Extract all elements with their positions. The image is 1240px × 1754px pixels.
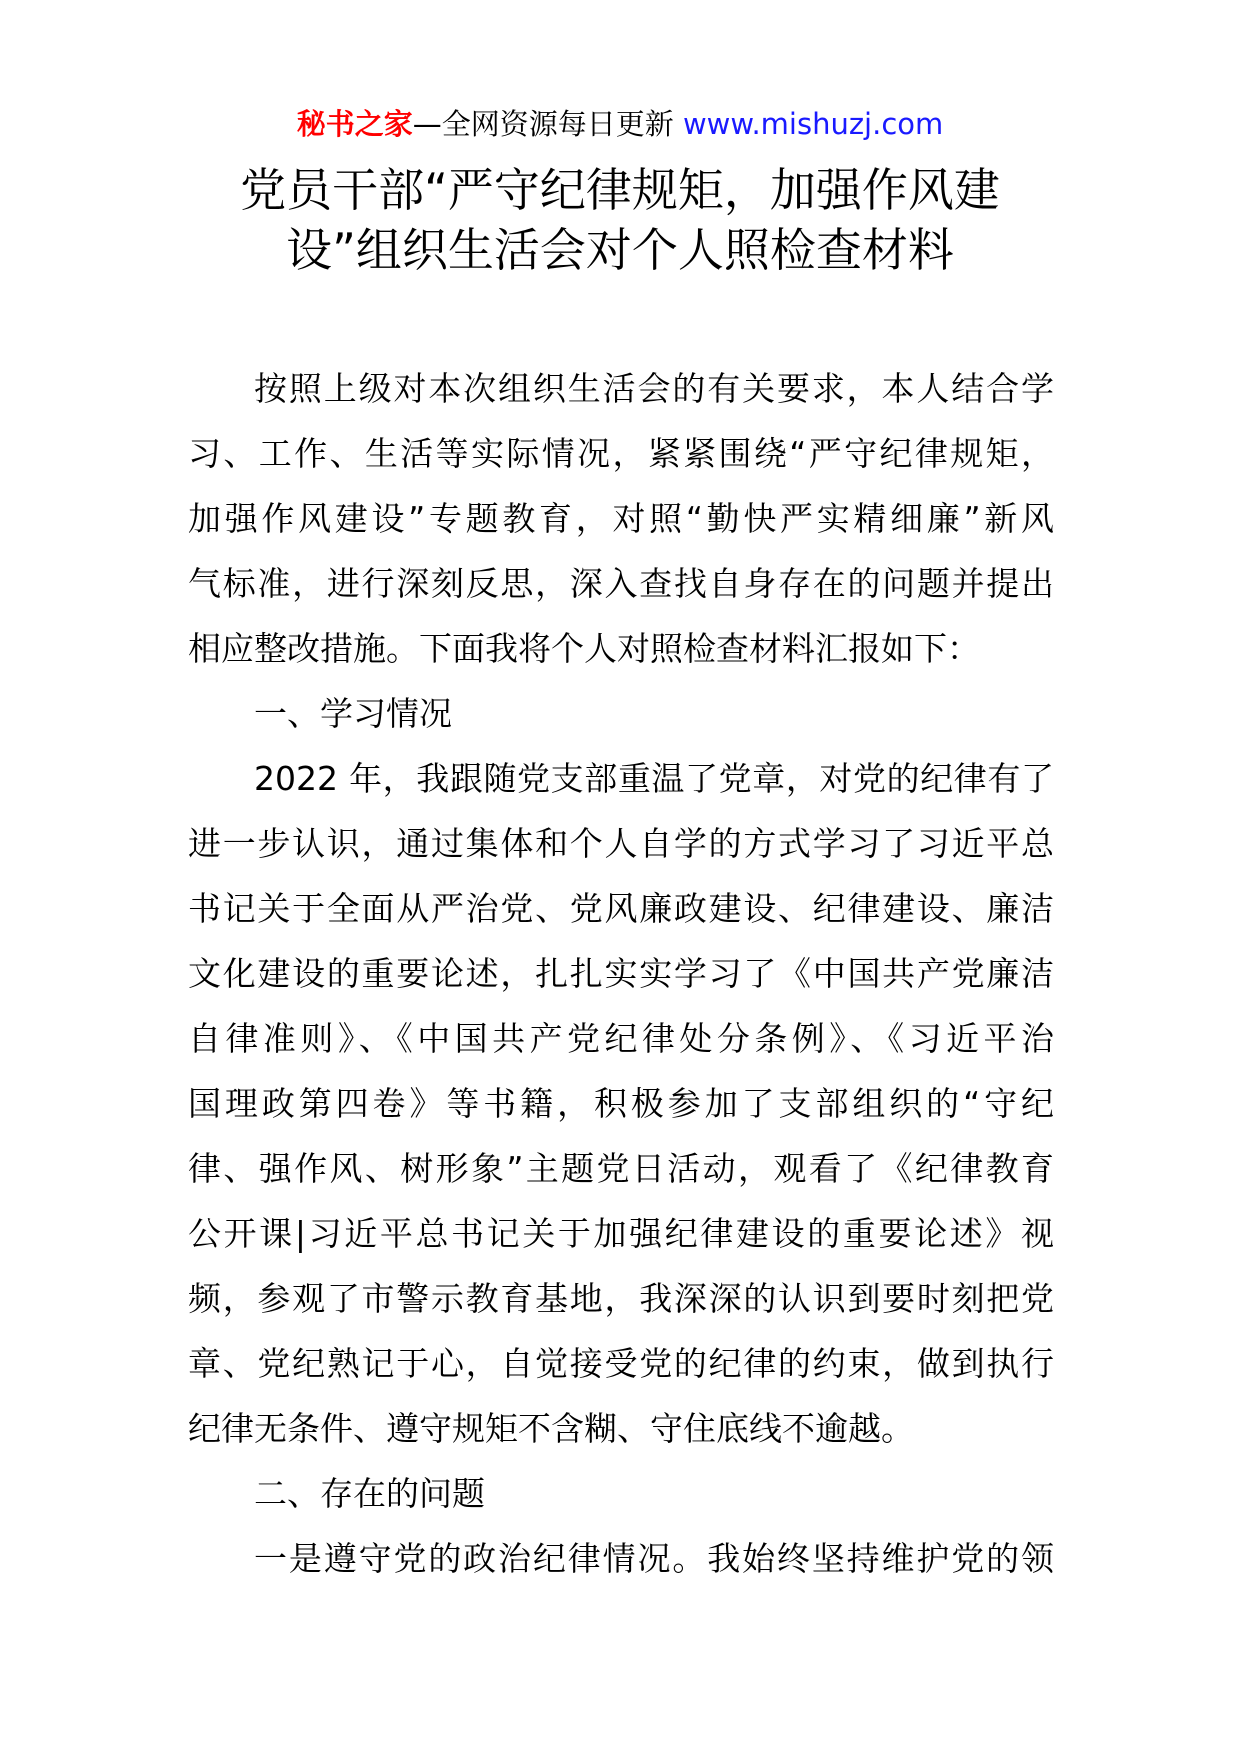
site-tagline: —全网资源每日更新: [412, 107, 683, 141]
paragraph-line: 书记关于全面从严治党、党风廉政建设、纪律建设、廉洁: [188, 889, 1054, 928]
document-title: [150, 160, 1090, 280]
paragraph-line: 文化建设的重要论述，扎扎实实学习了《中国共产党廉洁: [188, 954, 1054, 993]
paragraph-line: 加强作风建设”专题教育，对照“勤快严实精细廉”新风: [188, 499, 1054, 538]
site-url-link[interactable]: www.mishuzj.com: [682, 107, 944, 141]
study-paragraph: [188, 746, 1054, 1461]
paragraph-line: 公开课|习近平总书记关于加强纪律建设的重要论述》视: [188, 1214, 1054, 1253]
section-heading-problems: 二、存在的问题: [254, 1474, 485, 1513]
intro-paragraph: [188, 356, 1054, 681]
paragraph-line: 章、党纪熟记于心，自觉接受党的纪律的约束，做到执行: [188, 1344, 1054, 1383]
paragraph-line: 2022 年，我跟随党支部重温了党章，对党的纪律有了: [254, 759, 1054, 798]
paragraph-line: 一是遵守党的政治纪律情况。我始终坚持维护党的领: [254, 1539, 1054, 1578]
paragraph-line: 按照上级对本次组织生活会的有关要求，本人结合学: [254, 369, 1054, 408]
paragraph-line: 相应整改措施。下面我将个人对照检查材料汇报如下：: [188, 629, 980, 668]
title-line: 党员干部“严守纪律规矩，加强作风建: [240, 163, 1000, 217]
paragraph-line: 纪律无条件、遵守规矩不含糊、守住底线不逾越。: [188, 1409, 914, 1448]
paragraph-line: 国理政第四卷》等书籍，积极参加了支部组织的“守纪: [188, 1084, 1054, 1123]
paragraph-line: 频，参观了市警示教育基地，我深深的认识到要时刻把党: [188, 1279, 1054, 1318]
site-brand: 秘书之家: [296, 107, 413, 141]
document-body: [188, 356, 1054, 1591]
title-line: 设”组织生活会对个人照检查材料: [286, 223, 954, 277]
paragraph-line: 律、强作风、树形象”主题党日活动，观看了《纪律教育: [188, 1149, 1054, 1188]
problems-paragraph: [188, 1526, 1054, 1591]
paragraph-line: 自律准则》、《中国共产党纪律处分条例》、《习近平治: [188, 1019, 1054, 1058]
site-header: [0, 104, 1240, 144]
section-heading-study: 一、学习情况: [254, 694, 452, 733]
paragraph-line: 进一步认识，通过集体和个人自学的方式学习了习近平总: [188, 824, 1054, 863]
paragraph-line: 气标准，进行深刻反思，深入查找自身存在的问题并提出: [188, 564, 1054, 603]
paragraph-line: 习、工作、生活等实际情况，紧紧围绕“严守纪律规矩，: [188, 434, 1054, 473]
